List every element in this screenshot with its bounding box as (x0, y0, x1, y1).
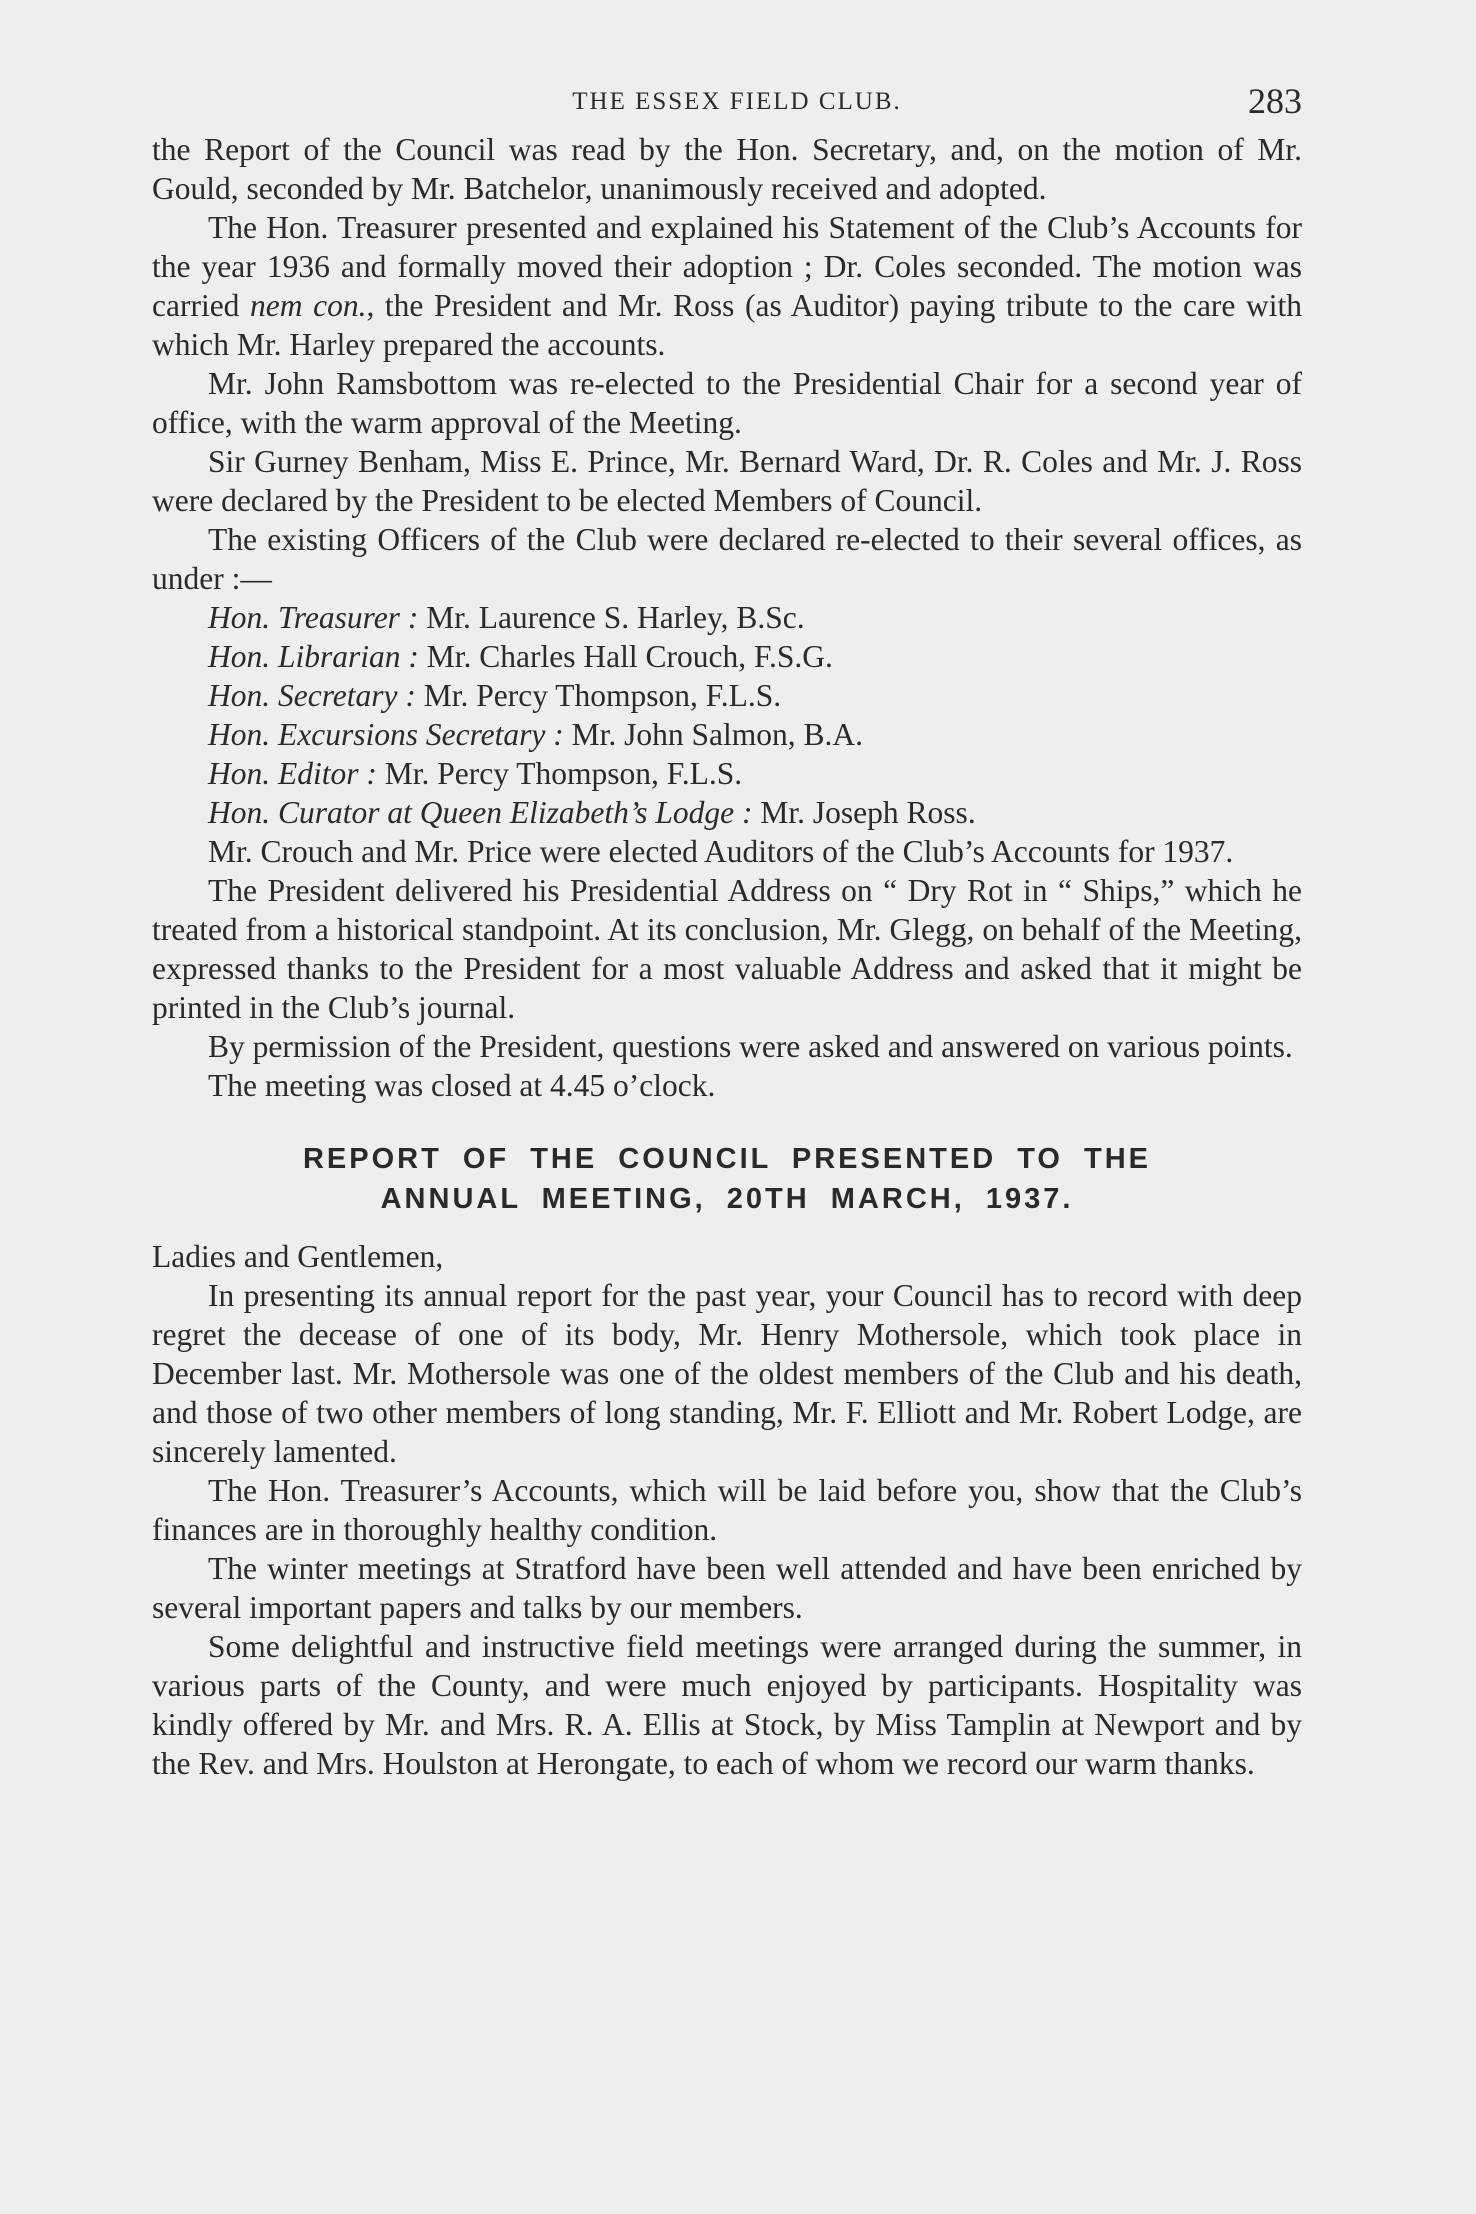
minutes-paragraph: Mr. John Ramsbottom was re-elected to the Presidential Chair for a second year of office, with the warm approval of the Meeting. (152, 366, 1302, 440)
meeting-minutes (152, 130, 1302, 1105)
officer-role: Hon. Excursions Secretary : (208, 717, 564, 752)
officer-name: Mr. Charles Hall Crouch, F.S.G. (418, 639, 833, 674)
officer-entry (152, 793, 1302, 832)
report-heading-line: REPORT OF THE COUNCIL PRESENTED TO THE (302, 1143, 1152, 1175)
council-report (152, 1237, 1302, 1783)
minutes-paragraph (152, 208, 1302, 364)
officer-name: Mr. Joseph Ross. (752, 795, 976, 830)
minutes-paragraph: the Report of the Council was read by the Hon. Secretary, and, on the motion of Mr. Gould, seconded by Mr. Batchelor, unanimously received and adopted. (152, 132, 1302, 206)
officer-role: Hon. Secretary : (208, 678, 416, 713)
officer-name: Mr. Percy Thompson, F.L.S. (376, 756, 743, 791)
minutes-paragraph: By permission of the President, questions were asked and answered on various points. (208, 1029, 1293, 1064)
page-number: 283 (1248, 81, 1302, 121)
officer-entry (152, 637, 1302, 676)
officer-name: Mr. Laurence S. Harley, B.Sc. (418, 600, 805, 635)
minutes-paragraph: Mr. Crouch and Mr. Price were elected Auditors of the Club’s Accounts for 1937. (208, 834, 1234, 869)
officer-role: Hon. Librarian : (208, 639, 419, 674)
minutes-paragraph: Sir Gurney Benham, Miss E. Prince, Mr. Bernard Ward, Dr. R. Coles and Mr. J. Ross were declared by the President to be elected Members of Council. (152, 444, 1302, 518)
italic-phrase: nem con. (250, 288, 367, 323)
text-run: , the President and Mr. Ross (as Auditor) paying tribute to the care with which Mr. Harley prepared the accounts. (152, 288, 1302, 362)
officer-role: Hon. Treasurer : (208, 600, 419, 635)
officer-name: Mr. Percy Thompson, F.L.S. (415, 678, 782, 713)
report-paragraph: In presenting its annual report for the past year, your Council has to record with deep regret the decease of one of its body, Mr. Henry Mothersole, which took place in December last. Mr. Mothersole was one of the oldest members of the Club and his death, and those of two other members of long standing, Mr. F. Elliott and Mr. Robert Lodge, are sincerely lamented. (152, 1278, 1302, 1469)
officer-entry (152, 715, 1302, 754)
officer-role: Hon. Curator at Queen Elizabeth’s Lodge : (208, 795, 753, 830)
minutes-paragraph: The existing Officers of the Club were declared re-elected to their several offices, as under :— (152, 522, 1302, 596)
report-paragraph: The Hon. Treasurer’s Accounts, which will be laid before you, show that the Club’s finances are in thoroughly healthy condition. (152, 1473, 1302, 1547)
officer-role: Hon. Editor : (208, 756, 377, 791)
officer-entry (152, 754, 1302, 793)
report-paragraph: The winter meetings at Stratford have been well attended and have been enriched by several important papers and talks by our members. (152, 1551, 1302, 1625)
minutes-paragraph: The President delivered his Presidential Address on “ Dry Rot in “ Ships,” which he treated from a historical standpoint. At its conclusion, Mr. Glegg, on behalf of the Meeting, expressed thanks to the President for a most valuable Address and asked that it might be printed in the Club’s journal. (152, 873, 1302, 1025)
officer-entry (152, 598, 1302, 637)
report-heading (152, 1139, 1302, 1219)
text-run: The Hon. Treasurer presented and explained his Statement of the Club’s Accounts for the year 1936 and formally moved their adoption ; Dr. Coles seconded. The motion was carried (152, 210, 1302, 323)
report-salutation: Ladies and Gentlemen, (152, 1239, 444, 1274)
officer-entry (152, 676, 1302, 715)
minutes-paragraph: The meeting was closed at 4.45 o’clock. (208, 1068, 716, 1103)
report-heading-line: ANNUAL MEETING, 20TH MARCH, 1937. (380, 1183, 1074, 1215)
running-title: THE ESSEX FIELD CLUB. (572, 88, 902, 115)
report-paragraph: Some delightful and instructive field meetings were arranged during the summer, in various parts of the County, and were much enjoyed by participants. Hospitality was kindly offered by Mr. and Mrs. R. A. Ellis at Stock, by Miss Tamplin at Newport and by the Rev. and Mrs. Houlston at Herongate, to each of whom we record our warm thanks. (152, 1629, 1302, 1781)
running-header (152, 80, 1302, 130)
officer-name: Mr. John Salmon, B.A. (563, 717, 864, 752)
officers-list (152, 598, 1302, 832)
